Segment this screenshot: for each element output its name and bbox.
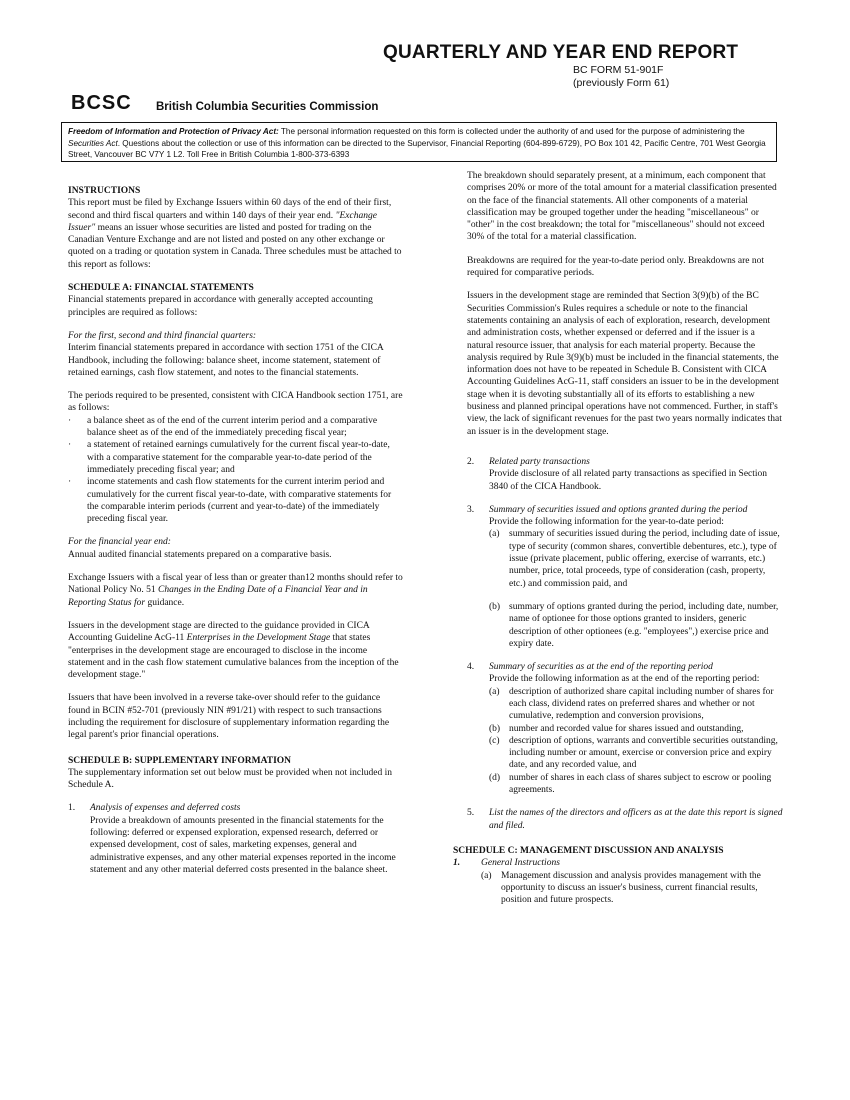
fiscal-year-paragraph [68, 572, 403, 609]
item-3b [489, 601, 783, 650]
schedule-a-text: Financial statements prepared in accordance with generally accepted accounting principles are required as follows: [68, 295, 373, 318]
ytd-text: Breakdowns are required for the year-to-date period only. Breakdowns are not required for comparative periods. [467, 255, 765, 279]
breakdown-text: The breakdown should separately present, at a minimum, each component that comprises 20% or more of the total amount for a material classification presented on the face of the financial statements. All other components of a material classification may be grouped together under the heading "miscellaneous" or "other" in the cost breakdown; the total for "miscellaneous" should not exceed 30% of the total for a material classification. [467, 171, 777, 243]
item-4d-text: number of shares in each class of shares subject to escrow or pooling agreements. [509, 772, 772, 796]
schedule-c-item-1 [453, 857, 783, 906]
item-1-title: Analysis of expenses and deferred costs [90, 803, 241, 814]
item-1 [68, 802, 403, 876]
item-2-number: 2. [467, 456, 475, 467]
item-2 [467, 456, 783, 493]
foi-text1: The personal information requested on this form is collected under the authority of and used for the purpose of administering the [278, 127, 745, 136]
schedule-c-item-1-number: 1. [453, 858, 461, 869]
item-2-text: Provide disclosure of all related party transactions as specified in Section 3840 of the CICA Handbook. [489, 469, 768, 492]
bullet-income-statements: · income statements and cash flow statements for the current interim period and cumulatively for the current fiscal year-to-date, with comparative statements for the comparable interim periods (current and year-to-date) of the immediately preceding fiscal year. [68, 476, 403, 525]
item-4-title: Summary of securities as at the end of the reporting period [489, 662, 713, 673]
item-4d [489, 772, 783, 797]
report-title: QUARTERLY AND YEAR END REPORT [383, 42, 739, 63]
right-column [453, 170, 783, 906]
quarters-heading: For the first, second and third financial quarters: [68, 330, 257, 341]
item-3-number: 3. [467, 504, 475, 515]
previous-form: (previously Form 61) [573, 76, 670, 89]
schedule-c-item-1-title: General Instructions [481, 858, 560, 869]
reverse-takeover-text: Issuers that have been involved in a reverse take-over should refer to the guidance found in BCIN #52-701 (previously NIN #91/21) with respect to such transactions including the requirement for disclosure of supplementary information regarding the legal parent's prior financial operations. [68, 693, 390, 741]
dev-guideline-title: Enterprises in the Development Stage [186, 633, 331, 644]
item-4c-text: description of options, warrants and convertible securities outstanding, including number or amount, exercise or conversion price and expiry date, and any recorded value, and [509, 735, 778, 771]
foi-label: Freedom of Information and Protection of Privacy Act: [68, 127, 279, 136]
item-3a-label: (a) [489, 529, 500, 540]
schedule-c-item-1a [481, 870, 783, 907]
instructions-heading: INSTRUCTIONS [68, 186, 141, 196]
foi-notice [61, 122, 777, 162]
fiscal-policy-title: Changes in the Ending Date of a Financial Year and in Reporting Status for [68, 585, 368, 608]
item-3a-text: summary of securities issued during the period, including date of issue, type of security (common shares, convertible debentures, etc.), type of issue (private placement, public offering, exercise of warrants, etc.) number, price, total proceeds, type of consideration (cash, property, etc.) and commission paid, and [509, 529, 780, 589]
foi-text2: . Questions about the collection or use of this information can be directed to the Supervisor, Financial Reporting (604-899-6729), PO Box 101 42, Pacific Centre, 701 West Georgia Street, Vancouver BC V7Y 1 L2. Toll Free in British Columbia 1-800-373-6393 [68, 138, 766, 160]
item-4b [489, 723, 783, 735]
development-stage-paragraph [68, 620, 403, 681]
item-4 [467, 661, 783, 796]
item-3a [489, 528, 783, 589]
instructions-text-a: This report must be filed by Exchange Issuers within 60 days of the end of their first, second and third fiscal quarters and within 140 days of their year end. [68, 198, 392, 221]
item-4d-label: (d) [489, 772, 501, 783]
bcsc-logo: BCSC [71, 92, 132, 114]
item-4-text: Provide the following information as at the end of the reporting period: [489, 674, 760, 685]
item-4a-label: (a) [489, 686, 500, 697]
item-2-title: Related party transactions [489, 456, 590, 467]
schedule-b-text: The supplementary information set out below must be provided when not included in Schedule A. [68, 767, 392, 791]
fiscal-text-a: Exchange Issuers with a fiscal year of less than or greater than12 months should refer to National Policy No. 51 [68, 573, 403, 596]
schedule-b-heading: SCHEDULE B: SUPPLEMENTARY INFORMATION [68, 755, 292, 766]
item-5 [467, 807, 783, 832]
item-3b-text: summary of options granted during the period, including date, number, name of optionee for those options granted to insiders, generic description of other optionees (e.g. "employees",) exercise price and expiry date. [509, 601, 779, 649]
schedule-c-heading: SCHEDULE C: MANAGEMENT DISCUSSION AND ANALYSIS [453, 845, 724, 856]
bullet-balance-sheet: · a balance sheet as of the end of the current interim period and a comparative balance sheet as of the end of the immediately preceding fiscal year; [68, 415, 403, 440]
periods-text: The periods required to be presented, consistent with CICA Handbook section 1751, are as follows: [68, 391, 403, 414]
item-3-title: Summary of securities issued and options granted during the period [489, 504, 748, 515]
item-5-text: List the names of the directors and officers as at the date this report is signed and filed. [489, 808, 783, 831]
dev-text-a: Issuers in the development stage are directed to the guidance provided in CICA Accounting Guideline AcG-11 [68, 620, 370, 644]
item-4c [489, 735, 783, 772]
fiscal-text-b: guidance. [145, 597, 185, 608]
instructions-text-b: means an issuer whose securities are listed and posted for trading on the Canadian Venture Exchange and are not listed and posted on any other exchange or quoted on a trading or quotation system in Canada. Three schedules must be attached to this report as follows: [68, 222, 402, 270]
item-4a-text: description of authorized share capital including number of shares for each class, dividend rates on preferred shares and whether or not cumulative, redemption and conversion provisions, [509, 686, 774, 722]
left-column [68, 185, 403, 876]
devstage-text: Issuers in the development stage are reminded that Section 3(9)(b) of the BC Securities Commission's Rules requires a schedule or note to the financial statements containing an analysis of each of exploration, research, development and administration costs, whether expensed or deferred and if the issuer is a natural resource issuer, that analysis for each material property. Because the analysis required by Rule 3(9)(b) must be included in the financial statements, the information does not have to be repeated in Schedule B. Consistent with CICA Accounting Guidelines AcG-11, staff considers an issuer to be in the development stage when it is devoting substantially all of its efforts to establishing a new business and planned principal operations have not commenced. Further, in staff's view, the lack of significant revenues for the past two years normally indicates that an issuer is in the development stage. [467, 291, 782, 437]
item-1-text: Provide a breakdown of amounts presented in the financial statements for the following: deferred or expensed exploration, expensed research, deferred or expensed development, cost of sales, marketing expenses, general and administrative expenses, and any other material expenses reported in the income statement and any other material deferred costs presented in the balance sheet. [90, 815, 396, 875]
foi-act: Securities Act [68, 138, 118, 148]
bullet-retained-earnings: · a statement of retained earnings cumulatively for the current fiscal year-to-date, with a comparative statement for the comparable year-to-date period of the immediately preceding fiscal year; and [68, 439, 403, 476]
item-1-number: 1. [68, 803, 76, 814]
exchange-issuer-term: "Exchange Issuer" [68, 210, 377, 233]
item-4-number: 4. [467, 662, 475, 673]
dev-text-b: that states "enterprises in the development stage are encouraged to disclose in the income statement and in the cash flow statement cumulative balances from the inception of the development stage." [68, 633, 399, 681]
year-end-heading: For the financial year end: [68, 537, 171, 548]
form-number-block [573, 64, 669, 89]
item-4b-text: number and recorded value for shares issued and outstanding, [509, 723, 744, 734]
form-number: BC FORM 51-901F [573, 64, 664, 76]
schedule-a-heading: SCHEDULE A: FINANCIAL STATEMENTS [68, 283, 254, 294]
year-end-text: Annual audited financial statements prepared on a comparative basis. [68, 549, 332, 560]
commission-name: British Columbia Securities Commission [156, 101, 379, 113]
item-4c-label: (c) [489, 735, 500, 746]
item-4a [489, 686, 783, 723]
schedule-c-item-1a-label: (a) [481, 870, 492, 881]
item-5-number: 5. [467, 808, 475, 819]
item-3-text: Provide the following information for the year-to-date period: [489, 517, 724, 528]
item-4b-label: (b) [489, 723, 501, 734]
quarters-text: Interim financial statements prepared in accordance with section 1751 of the CICA Handbook, including the following: balance sheet, income statement, statement of retained earnings, cash flow statement, and notes to the financial statements. [68, 343, 384, 378]
schedule-c-item-1a-text: Management discussion and analysis provides management with the opportunity to discuss an issuer's business, current financial results, position and future prospects. [501, 870, 761, 906]
item-3b-label: (b) [489, 601, 501, 612]
item-3 [467, 504, 783, 650]
